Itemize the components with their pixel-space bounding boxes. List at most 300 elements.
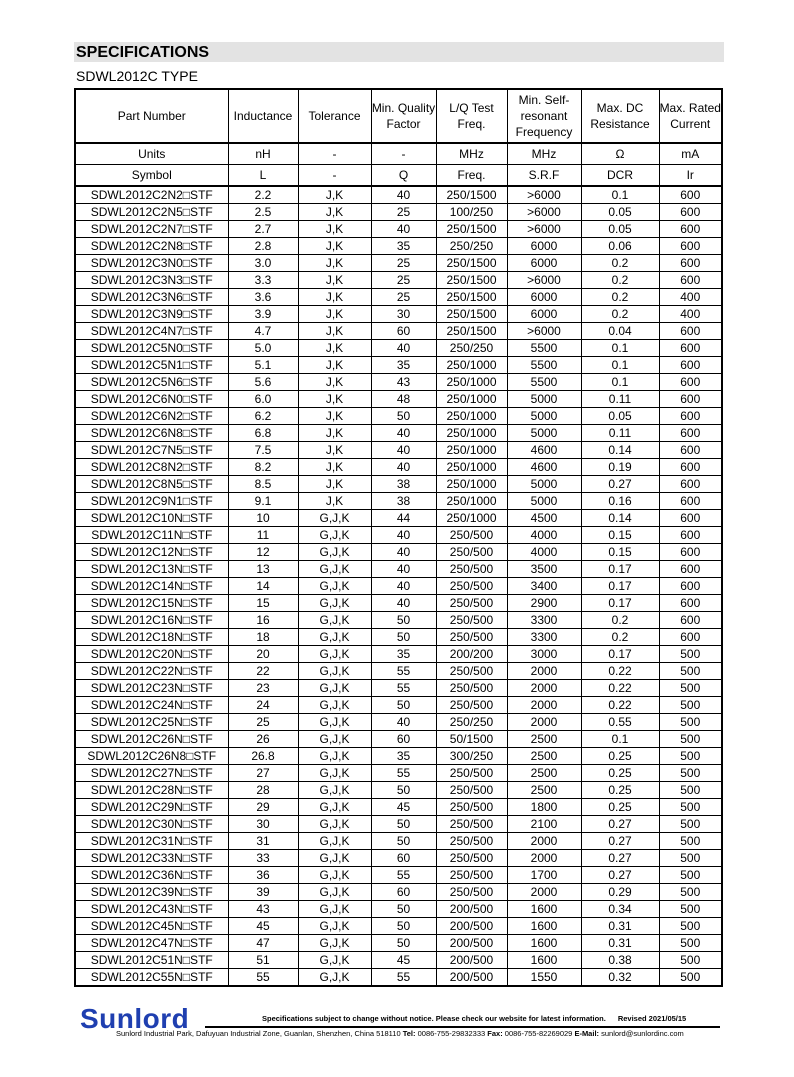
table-row: [75, 323, 722, 340]
test-freq-cell: 250/250: [436, 714, 507, 731]
test-freq-cell: 250/500: [436, 561, 507, 578]
current-cell: 500: [659, 918, 722, 935]
q-cell: 50: [371, 935, 436, 952]
table-row: [75, 561, 722, 578]
tolerance-cell: G,J,K: [298, 935, 371, 952]
inductance-cell: 12: [228, 544, 298, 561]
q-cell: 50: [371, 612, 436, 629]
inductance-cell: 7.5: [228, 442, 298, 459]
test-freq-cell: 200/500: [436, 969, 507, 987]
dcr-cell: 0.55: [581, 714, 659, 731]
q-cell: 35: [371, 238, 436, 255]
inductance-cell: 18: [228, 629, 298, 646]
symbol-cell: Q: [371, 165, 436, 187]
tolerance-cell: J,K: [298, 340, 371, 357]
table-row: [75, 697, 722, 714]
symbols-row: [75, 165, 722, 187]
tolerance-cell: J,K: [298, 391, 371, 408]
tolerance-cell: G,J,K: [298, 833, 371, 850]
current-cell: 600: [659, 493, 722, 510]
email-address: sunlord@sunlordinc.com: [601, 1029, 684, 1038]
current-cell: 600: [659, 340, 722, 357]
table-row: [75, 238, 722, 255]
current-cell: 400: [659, 306, 722, 323]
fax-number: 0086-755-82269029: [504, 1029, 573, 1038]
part-number-cell: SDWL2012C24N□STF: [75, 697, 228, 714]
part-number-cell: SDWL2012C4N7□STF: [75, 323, 228, 340]
dcr-cell: 0.2: [581, 255, 659, 272]
tolerance-cell: J,K: [298, 408, 371, 425]
symbol-cell: S.R.F: [507, 165, 581, 187]
q-cell: 55: [371, 969, 436, 987]
current-cell: 500: [659, 850, 722, 867]
units-cell: MHz: [507, 143, 581, 165]
table-row: [75, 850, 722, 867]
inductance-cell: 11: [228, 527, 298, 544]
table-row: [75, 612, 722, 629]
tolerance-cell: J,K: [298, 442, 371, 459]
test-freq-cell: 200/500: [436, 952, 507, 969]
tolerance-cell: J,K: [298, 459, 371, 476]
tolerance-cell: G,J,K: [298, 850, 371, 867]
q-cell: 35: [371, 646, 436, 663]
part-number-cell: SDWL2012C26N□STF: [75, 731, 228, 748]
dcr-cell: 0.14: [581, 510, 659, 527]
dcr-cell: 0.25: [581, 765, 659, 782]
revised-date: Revised 2021/05/15: [617, 1014, 687, 1023]
part-number-cell: SDWL2012C3N0□STF: [75, 255, 228, 272]
part-number-cell: SDWL2012C51N□STF: [75, 952, 228, 969]
part-number-cell: SDWL2012C8N2□STF: [75, 459, 228, 476]
current-cell: 600: [659, 357, 722, 374]
part-number-cell: SDWL2012C18N□STF: [75, 629, 228, 646]
q-cell: 35: [371, 748, 436, 765]
table-row: [75, 833, 722, 850]
header-tolerance: Tolerance: [298, 89, 371, 143]
current-cell: 500: [659, 799, 722, 816]
srf-cell: >6000: [507, 272, 581, 289]
test-freq-cell: 250/1500: [436, 289, 507, 306]
srf-cell: 1600: [507, 901, 581, 918]
srf-cell: 1800: [507, 799, 581, 816]
q-cell: 40: [371, 595, 436, 612]
dcr-cell: 0.2: [581, 289, 659, 306]
current-cell: 600: [659, 272, 722, 289]
srf-cell: 1600: [507, 935, 581, 952]
units-row: [75, 143, 722, 165]
table-row: [75, 204, 722, 221]
srf-cell: 2500: [507, 748, 581, 765]
header-min-quality-factor: Min. Quality Factor: [371, 89, 436, 143]
test-freq-cell: 250/1500: [436, 306, 507, 323]
dcr-cell: 0.05: [581, 408, 659, 425]
tolerance-cell: G,J,K: [298, 884, 371, 901]
test-freq-cell: 200/500: [436, 935, 507, 952]
part-number-cell: SDWL2012C2N2□STF: [75, 186, 228, 204]
current-cell: 600: [659, 442, 722, 459]
test-freq-cell: 250/500: [436, 595, 507, 612]
inductance-cell: 26.8: [228, 748, 298, 765]
test-freq-cell: 250/1500: [436, 221, 507, 238]
inductance-cell: 6.2: [228, 408, 298, 425]
current-cell: 500: [659, 867, 722, 884]
test-freq-cell: 250/500: [436, 765, 507, 782]
tolerance-cell: G,J,K: [298, 697, 371, 714]
inductance-cell: 5.6: [228, 374, 298, 391]
tel-label: Tel:: [402, 1029, 416, 1038]
address-text: Sunlord Industrial Park, Dafuyuan Industrial Zone, Guanlan, Shenzhen, China 518110: [116, 1029, 401, 1038]
table-row: [75, 255, 722, 272]
dcr-cell: 0.22: [581, 697, 659, 714]
q-cell: 48: [371, 391, 436, 408]
srf-cell: 3500: [507, 561, 581, 578]
part-number-cell: SDWL2012C23N□STF: [75, 680, 228, 697]
srf-cell: 4600: [507, 442, 581, 459]
tolerance-cell: G,J,K: [298, 629, 371, 646]
inductance-cell: 30: [228, 816, 298, 833]
test-freq-cell: 250/250: [436, 238, 507, 255]
part-number-cell: SDWL2012C6N2□STF: [75, 408, 228, 425]
table-row: [75, 782, 722, 799]
units-cell: -: [371, 143, 436, 165]
tolerance-cell: G,J,K: [298, 867, 371, 884]
inductance-cell: 8.2: [228, 459, 298, 476]
units-cell: mA: [659, 143, 722, 165]
q-cell: 55: [371, 663, 436, 680]
current-cell: 600: [659, 578, 722, 595]
srf-cell: 5000: [507, 476, 581, 493]
units-cell: MHz: [436, 143, 507, 165]
table-row: [75, 272, 722, 289]
dcr-cell: 0.25: [581, 799, 659, 816]
tolerance-cell: G,J,K: [298, 765, 371, 782]
tolerance-cell: J,K: [298, 272, 371, 289]
current-cell: 600: [659, 425, 722, 442]
part-number-cell: SDWL2012C9N1□STF: [75, 493, 228, 510]
current-cell: 600: [659, 221, 722, 238]
table-row: [75, 340, 722, 357]
test-freq-cell: 250/1500: [436, 255, 507, 272]
table-row: [75, 629, 722, 646]
srf-cell: 3300: [507, 612, 581, 629]
table-row: [75, 578, 722, 595]
current-cell: 500: [659, 969, 722, 987]
q-cell: 30: [371, 306, 436, 323]
inductance-cell: 13: [228, 561, 298, 578]
part-number-cell: SDWL2012C6N0□STF: [75, 391, 228, 408]
dcr-cell: 0.22: [581, 680, 659, 697]
table-row: [75, 459, 722, 476]
inductance-cell: 4.7: [228, 323, 298, 340]
test-freq-cell: 250/500: [436, 680, 507, 697]
units-cell: nH: [228, 143, 298, 165]
part-number-cell: SDWL2012C12N□STF: [75, 544, 228, 561]
q-cell: 44: [371, 510, 436, 527]
q-cell: 60: [371, 850, 436, 867]
q-cell: 40: [371, 186, 436, 204]
table-row: [75, 374, 722, 391]
dcr-cell: 0.06: [581, 238, 659, 255]
test-freq-cell: 250/1000: [436, 510, 507, 527]
srf-cell: 3300: [507, 629, 581, 646]
table-row: [75, 714, 722, 731]
current-cell: 600: [659, 527, 722, 544]
tolerance-cell: G,J,K: [298, 969, 371, 987]
inductance-cell: 51: [228, 952, 298, 969]
tolerance-cell: G,J,K: [298, 578, 371, 595]
part-number-cell: SDWL2012C29N□STF: [75, 799, 228, 816]
symbol-cell: Ir: [659, 165, 722, 187]
tolerance-cell: G,J,K: [298, 680, 371, 697]
inductance-cell: 31: [228, 833, 298, 850]
dcr-cell: 0.11: [581, 391, 659, 408]
inductance-cell: 2.7: [228, 221, 298, 238]
test-freq-cell: 250/500: [436, 867, 507, 884]
test-freq-cell: 250/500: [436, 816, 507, 833]
test-freq-cell: 250/1000: [436, 493, 507, 510]
table-row: [75, 221, 722, 238]
dcr-cell: 0.17: [581, 595, 659, 612]
q-cell: 45: [371, 799, 436, 816]
srf-cell: 2100: [507, 816, 581, 833]
dcr-cell: 0.1: [581, 357, 659, 374]
tolerance-cell: G,J,K: [298, 544, 371, 561]
q-cell: 45: [371, 952, 436, 969]
tolerance-cell: J,K: [298, 306, 371, 323]
table-row: [75, 799, 722, 816]
part-number-cell: SDWL2012C47N□STF: [75, 935, 228, 952]
inductance-cell: 47: [228, 935, 298, 952]
tolerance-cell: G,J,K: [298, 918, 371, 935]
table-row: [75, 476, 722, 493]
current-cell: 600: [659, 510, 722, 527]
part-number-cell: SDWL2012C8N5□STF: [75, 476, 228, 493]
srf-cell: 5500: [507, 357, 581, 374]
tolerance-cell: G,J,K: [298, 663, 371, 680]
q-cell: 40: [371, 221, 436, 238]
inductance-cell: 6.8: [228, 425, 298, 442]
dcr-cell: 0.04: [581, 323, 659, 340]
current-cell: 600: [659, 374, 722, 391]
test-freq-cell: 250/1000: [436, 391, 507, 408]
q-cell: 40: [371, 578, 436, 595]
table-row: [75, 918, 722, 935]
inductance-cell: 5.1: [228, 357, 298, 374]
table-row: [75, 663, 722, 680]
tolerance-cell: G,J,K: [298, 748, 371, 765]
sunlord-logo: Sunlord: [80, 1003, 190, 1034]
current-cell: 600: [659, 391, 722, 408]
q-cell: 50: [371, 918, 436, 935]
specifications-table: [74, 88, 723, 987]
dcr-cell: 0.25: [581, 748, 659, 765]
tolerance-cell: G,J,K: [298, 527, 371, 544]
q-cell: 25: [371, 204, 436, 221]
table-row: [75, 442, 722, 459]
table-row: [75, 731, 722, 748]
current-cell: 600: [659, 255, 722, 272]
tolerance-cell: J,K: [298, 238, 371, 255]
part-number-cell: SDWL2012C13N□STF: [75, 561, 228, 578]
inductance-cell: 25: [228, 714, 298, 731]
part-number-cell: SDWL2012C7N5□STF: [75, 442, 228, 459]
email-label: E-Mail:: [574, 1029, 600, 1038]
current-cell: 500: [659, 816, 722, 833]
q-cell: 38: [371, 493, 436, 510]
table-row: [75, 408, 722, 425]
current-cell: 600: [659, 204, 722, 221]
dcr-cell: 0.17: [581, 646, 659, 663]
part-number-cell: SDWL2012C55N□STF: [75, 969, 228, 987]
table-row: [75, 867, 722, 884]
inductance-cell: 39: [228, 884, 298, 901]
units-cell: Units: [75, 143, 228, 165]
footer-address: [116, 1029, 684, 1039]
test-freq-cell: 250/1000: [436, 459, 507, 476]
srf-cell: 2500: [507, 731, 581, 748]
q-cell: 50: [371, 697, 436, 714]
part-number-cell: SDWL2012C20N□STF: [75, 646, 228, 663]
test-freq-cell: 200/500: [436, 901, 507, 918]
dcr-cell: 0.19: [581, 459, 659, 476]
srf-cell: 1600: [507, 952, 581, 969]
srf-cell: 2000: [507, 680, 581, 697]
srf-cell: 2000: [507, 833, 581, 850]
fax-label: Fax:: [487, 1029, 503, 1038]
q-cell: 40: [371, 527, 436, 544]
current-cell: 600: [659, 476, 722, 493]
table-row: [75, 493, 722, 510]
dcr-cell: 0.31: [581, 918, 659, 935]
units-cell: Ω: [581, 143, 659, 165]
srf-cell: 4000: [507, 527, 581, 544]
q-cell: 40: [371, 459, 436, 476]
q-cell: 55: [371, 867, 436, 884]
dcr-cell: 0.05: [581, 204, 659, 221]
tolerance-cell: G,J,K: [298, 816, 371, 833]
tolerance-cell: G,J,K: [298, 782, 371, 799]
srf-cell: >6000: [507, 204, 581, 221]
dcr-cell: 0.38: [581, 952, 659, 969]
dcr-cell: 0.29: [581, 884, 659, 901]
inductance-cell: 10: [228, 510, 298, 527]
part-number-cell: SDWL2012C45N□STF: [75, 918, 228, 935]
tolerance-cell: G,J,K: [298, 799, 371, 816]
test-freq-cell: 250/500: [436, 850, 507, 867]
part-number-cell: SDWL2012C5N0□STF: [75, 340, 228, 357]
current-cell: 500: [659, 952, 722, 969]
test-freq-cell: 250/500: [436, 629, 507, 646]
dcr-cell: 0.32: [581, 969, 659, 987]
symbol-cell: L: [228, 165, 298, 187]
part-number-cell: SDWL2012C11N□STF: [75, 527, 228, 544]
header-row: [75, 89, 722, 143]
part-number-cell: SDWL2012C15N□STF: [75, 595, 228, 612]
part-number-cell: SDWL2012C43N□STF: [75, 901, 228, 918]
srf-cell: 1700: [507, 867, 581, 884]
dcr-cell: 0.22: [581, 663, 659, 680]
inductance-cell: 26: [228, 731, 298, 748]
dcr-cell: 0.27: [581, 476, 659, 493]
test-freq-cell: 250/500: [436, 544, 507, 561]
q-cell: 38: [371, 476, 436, 493]
current-cell: 500: [659, 782, 722, 799]
header-part-number: Part Number: [75, 89, 228, 143]
part-number-cell: SDWL2012C10N□STF: [75, 510, 228, 527]
current-cell: 600: [659, 459, 722, 476]
inductance-cell: 5.0: [228, 340, 298, 357]
header-max-rated-current: Max. Rated Current: [659, 89, 722, 143]
q-cell: 40: [371, 340, 436, 357]
test-freq-cell: 250/500: [436, 782, 507, 799]
inductance-cell: 27: [228, 765, 298, 782]
current-cell: 600: [659, 595, 722, 612]
q-cell: 40: [371, 544, 436, 561]
inductance-cell: 45: [228, 918, 298, 935]
dcr-cell: 0.2: [581, 306, 659, 323]
dcr-cell: 0.16: [581, 493, 659, 510]
tolerance-cell: J,K: [298, 221, 371, 238]
current-cell: 600: [659, 629, 722, 646]
units-cell: -: [298, 143, 371, 165]
current-cell: 400: [659, 289, 722, 306]
current-cell: 600: [659, 408, 722, 425]
part-number-cell: SDWL2012C5N6□STF: [75, 374, 228, 391]
dcr-cell: 0.34: [581, 901, 659, 918]
tolerance-cell: J,K: [298, 255, 371, 272]
symbol-cell: Freq.: [436, 165, 507, 187]
current-cell: 600: [659, 612, 722, 629]
part-number-cell: SDWL2012C3N3□STF: [75, 272, 228, 289]
q-cell: 25: [371, 289, 436, 306]
srf-cell: >6000: [507, 323, 581, 340]
part-number-cell: SDWL2012C16N□STF: [75, 612, 228, 629]
part-number-cell: SDWL2012C22N□STF: [75, 663, 228, 680]
dcr-cell: 0.2: [581, 629, 659, 646]
current-cell: 500: [659, 697, 722, 714]
header-inductance: Inductance: [228, 89, 298, 143]
srf-cell: 6000: [507, 306, 581, 323]
part-number-cell: SDWL2012C5N1□STF: [75, 357, 228, 374]
q-cell: 55: [371, 680, 436, 697]
q-cell: 50: [371, 408, 436, 425]
srf-cell: 3000: [507, 646, 581, 663]
part-number-cell: SDWL2012C26N8□STF: [75, 748, 228, 765]
test-freq-cell: 250/1000: [436, 408, 507, 425]
header-lq-test-freq: L/Q Test Freq.: [436, 89, 507, 143]
q-cell: 25: [371, 272, 436, 289]
tolerance-cell: G,J,K: [298, 952, 371, 969]
srf-cell: 2500: [507, 782, 581, 799]
footer-notice: [262, 1014, 686, 1024]
tolerance-cell: G,J,K: [298, 714, 371, 731]
part-number-cell: SDWL2012C14N□STF: [75, 578, 228, 595]
table-row: [75, 425, 722, 442]
inductance-cell: 3.0: [228, 255, 298, 272]
current-cell: 600: [659, 323, 722, 340]
srf-cell: 3400: [507, 578, 581, 595]
part-number-cell: SDWL2012C3N6□STF: [75, 289, 228, 306]
table-row: [75, 527, 722, 544]
test-freq-cell: 200/200: [436, 646, 507, 663]
inductance-cell: 9.1: [228, 493, 298, 510]
test-freq-cell: 250/1000: [436, 357, 507, 374]
tolerance-cell: J,K: [298, 186, 371, 204]
test-freq-cell: 250/1500: [436, 272, 507, 289]
table-row: [75, 289, 722, 306]
inductance-cell: 20: [228, 646, 298, 663]
dcr-cell: 0.15: [581, 544, 659, 561]
